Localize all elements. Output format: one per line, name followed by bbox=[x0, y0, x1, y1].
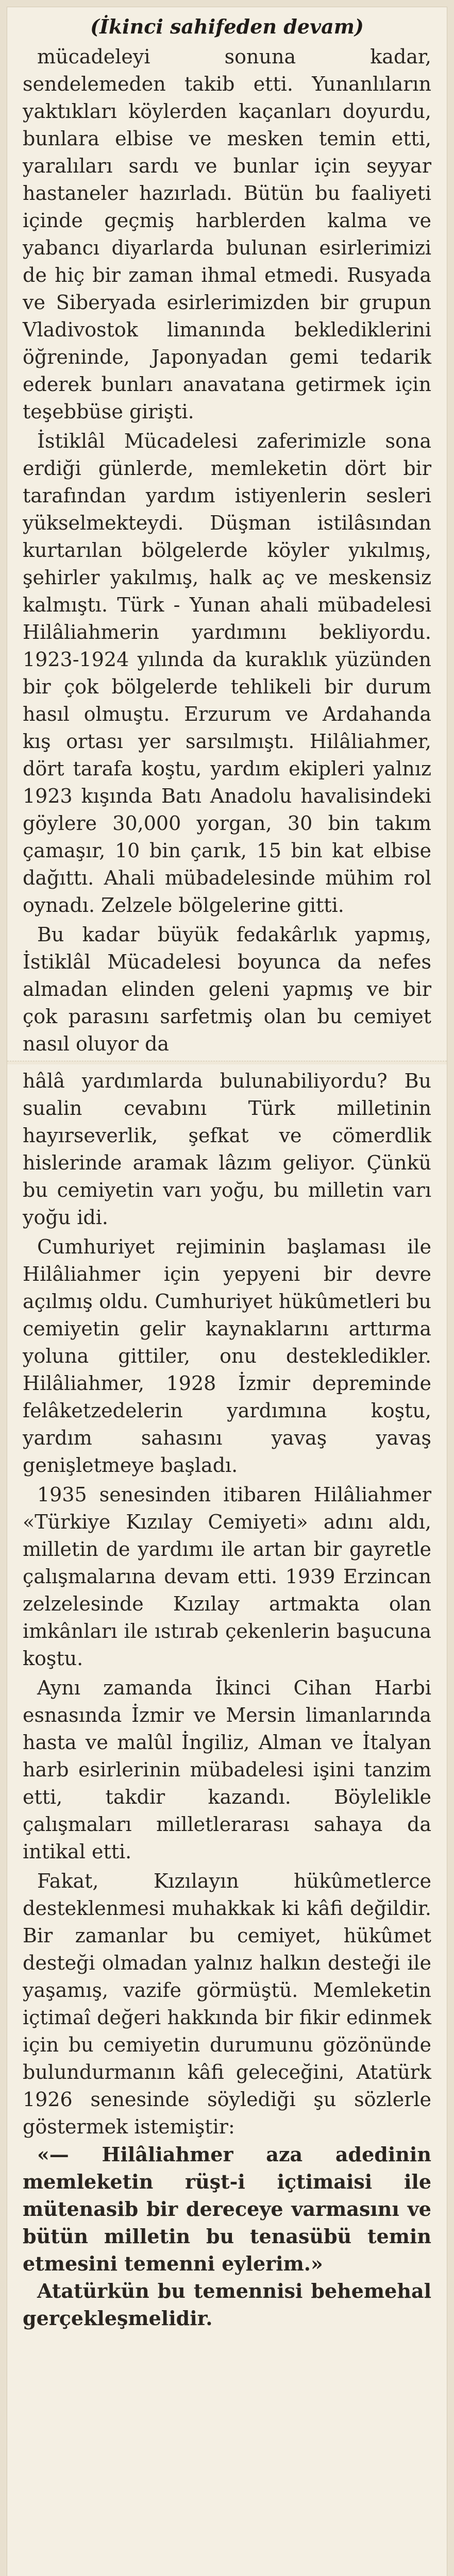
paragraph: İstiklâl Mücadelesi zaferimizle sona erdiği günlerde, memleketin dört bir tarafından yardım istiyenlerin sesleri yükselmekteydi. Düşman istilâsından kurtarılan bölgelerde köyler yıkılmış, şehirler yakılmış, halk aç ve meskensiz kalmıştı. Türk - Yunan ahali mübadelesi Hilâliahmerin yardımını bekliyordu. 1923-1924 yılında da kuraklık yüzünden bir çok bölgelerde tehlikeli bir durum hasıl olmuştu. Erzurum ve Ardahanda kış ortası yer sarsılmıştı. Hilâliahmer, dört tarafa koştu, yardım ekipleri yalnız 1923 kışında Batı Anadolu havalisindeki göylere 30,000 yorgan, 30 bin takım çamaşır, 10 bin çarık, 15 bin kat elbise dağıttı. Ahali mübadelesinde mühim rol oynadı. Zelzele bölgelerine gitti. bbox=[23, 430, 431, 917]
newspaper-clipping bbox=[7, 7, 447, 2576]
paragraph: 1935 senesinden itibaren Hilâliahmer «Türkiye Kızılay Cemiyeti» adını aldı, milletin de yardımı ile artan bir gayretle çalışmalarına devam etti. 1939 Erzincan zelzelesinde Kızılay artmakta olan imkânları ile ıstırab çekenlerin başucuna koştu. bbox=[23, 1483, 431, 1670]
paragraph: Fakat, Kızılayın hükûmetlerce desteklenmesi muhakkak ki kâfi değildir. Bir zamanlar bu cemiyet, hükûmet desteği olmadan yalnız halkın desteği ile yaşamış, vazife görmüştü. Memleketin içtimaî değeri hakkında bir fikir edinmek için bu cemiyetin durumunu gözönünde bulundurmanın kâfi geleceğini, Atatürk 1926 senesinde söylediği şu sözlerle göstermek istemiştir: bbox=[23, 1870, 431, 2138]
paragraph: hâlâ yardımlarda bulunabiliyordu? Bu sualin cevabını Türk milletinin hayırseverlik, şefkat ve cömerdlik hislerinde aramak lâzım geliyor. Çünkü bu cemiyetin varı yoğu, bu milletin varı yoğu idi. bbox=[23, 1070, 431, 1229]
continuation-header: (İkinci sahifeden devam) bbox=[90, 15, 364, 38]
paper-fold-line bbox=[7, 1061, 447, 1064]
paragraph: Cumhuriyet rejiminin başlaması ile Hilâliahmer için yepyeni bir devre açılmış oldu. Cumhuriyet hükûmetleri bu cemiyetin gelir kaynaklarını arttırma yoluna gittiler, onu destekledikler. Hilâliahmer, 1928 İzmir depreminde felâketzedelerin yardımına koştu, yardım sahasını yavaş yavaş genişletmeye başladı. bbox=[23, 1235, 431, 1477]
paragraph: Bu kadar büyük fedakârlık yapmış, İstiklâl Mücadelesi boyunca da nefes almadan elinden geleni yapmış ve bir çok parasını sarfetmiş olan bu cemiyet nasıl oluyor da bbox=[23, 923, 431, 1055]
paragraph: mücadeleyi sonuna kadar, sendelemeden takib etti. Yunanlıların yaktıkları köylerden kaçanları doyurdu, bunlara elbise ve mesken temin etti, yaralıları sardı ve bunlar için seyyar hastaneler hazırladı. Bütün bu faaliyeti içinde geçmiş harblerden kalma ve yabancı diyarlarda bulunan esirlerimizi de hiç bir zaman ihmal etmedi. Rusyada ve Siberyada esirlerimizden bir grupun Vladivostok limanında beklediklerini öğreninde, Japonyadan gemi tedarik ederek bunları anavatana getirmek için teşebbüse girişti. bbox=[23, 45, 431, 423]
paragraph: Aynı zamanda İkinci Cihan Harbi esnasında İzmir ve Mersin limanlarında hasta ve malûl İngiliz, Alman ve İtalyan harb esirlerinin mübadelesi işini tanzim etti, takdir kazandı. Böylelikle çalışmaları milletlerarası sahaya da intikal etti. bbox=[23, 1676, 431, 1863]
closing-paragraph: Atatürkün bu temennisi behemehal gerçekleşmelidir. bbox=[23, 2279, 431, 2330]
ataturk-quote: «— Hilâliahmer aza adedinin memleketin rüşt-i içtimaisi ile mütenasib bir dereceye varmasını ve bütün milletin bu tenasübü temin etmesini temenni eylerim.» bbox=[23, 2143, 431, 2275]
article-body bbox=[7, 40, 447, 2332]
